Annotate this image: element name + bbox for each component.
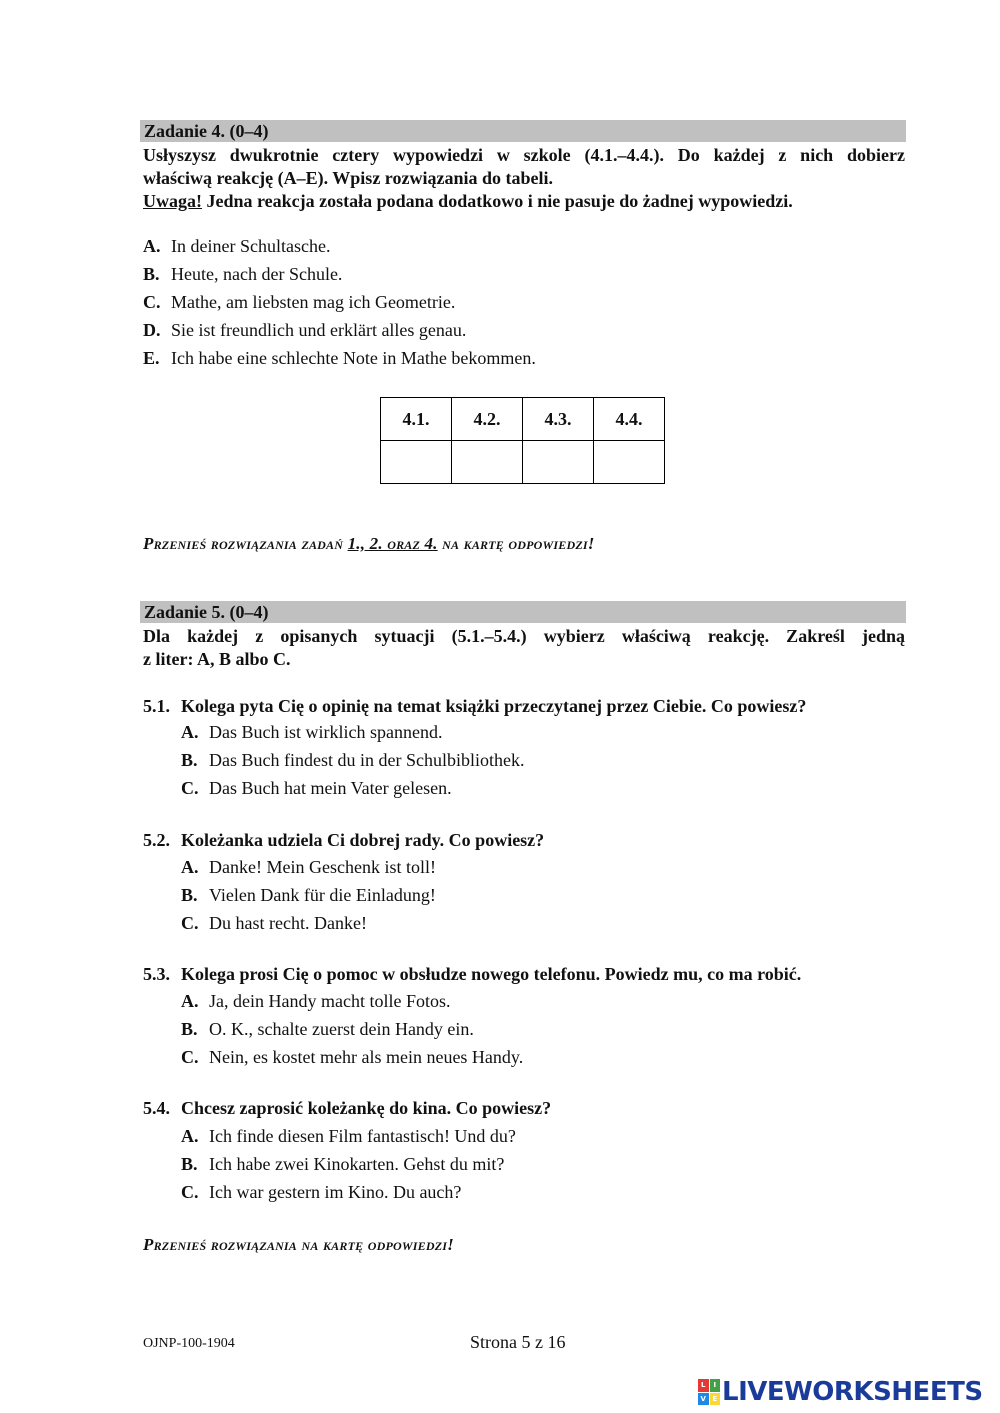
logo-icon-tile: E	[710, 1393, 721, 1406]
question-number: 5.3.	[143, 964, 170, 984]
option-letter: B.	[181, 1154, 198, 1174]
question-5-2-option-b[interactable]	[181, 884, 436, 906]
option-letter: A.	[181, 1126, 199, 1146]
option-text: Das Buch findest du in der Schulbibliothek.	[209, 750, 525, 770]
liveworksheets-logo[interactable]	[698, 1376, 983, 1408]
option-letter: B.	[143, 264, 160, 284]
question-number: 5.4.	[143, 1098, 170, 1118]
answer-header-4-3: 4.3.	[523, 398, 594, 441]
question-5-4	[143, 1097, 551, 1119]
task4-header: Zadanie 4. (0–4)	[140, 120, 906, 142]
note-label: Uwaga!	[143, 191, 202, 211]
logo-icon-tile: L	[698, 1379, 709, 1392]
answer-header-4-4: 4.4.	[594, 398, 665, 441]
task4-option-b	[143, 263, 342, 285]
option-text: Vielen Dank für die Einladung!	[209, 885, 436, 905]
question-5-1-option-a[interactable]	[181, 721, 442, 743]
option-text: Das Buch ist wirklich spannend.	[209, 722, 443, 742]
question-5-3-option-c[interactable]	[181, 1046, 523, 1068]
option-text: Nein, es kostet mehr als mein neues Handy.	[209, 1047, 524, 1067]
task4-option-d	[143, 319, 466, 341]
page-number: Strona 5 z 16	[470, 1332, 566, 1352]
option-text: Danke! Mein Geschenk ist toll!	[209, 857, 436, 877]
option-letter: A.	[143, 236, 161, 256]
option-letter: B.	[181, 750, 198, 770]
option-letter: C.	[181, 913, 199, 933]
task5-instruction-line-1: Dla każdej z opisanych sytuacji (5.1.–5.4.) wybierz właściwą reakcję. Zakreśl jedną	[143, 626, 905, 646]
option-letter: C.	[143, 292, 161, 312]
option-letter: A.	[181, 722, 199, 742]
question-5-4-option-b[interactable]	[181, 1153, 504, 1175]
task4-answer-table	[380, 397, 665, 484]
liveworksheets-logo-icon	[698, 1379, 720, 1405]
option-letter: A.	[181, 991, 199, 1011]
option-text: Du hast recht. Danke!	[209, 913, 367, 933]
question-5-2-option-c[interactable]	[181, 912, 367, 934]
document-code: OJNP-100-1904	[143, 1336, 235, 1351]
option-letter: C.	[181, 1182, 199, 1202]
task4-option-a	[143, 235, 330, 257]
question-text: Koleżanka udziela Ci dobrej rady. Co powiesz?	[181, 830, 545, 850]
question-5-1-option-c[interactable]	[181, 777, 452, 799]
answer-cell-4-2[interactable]	[452, 441, 523, 484]
option-text: Ich habe zwei Kinokarten. Gehst du mit?	[209, 1154, 505, 1174]
option-text: Heute, nach der Schule.	[171, 264, 343, 284]
transfer-tasks: 1., 2. oraz 4.	[347, 534, 438, 553]
option-text: In deiner Schultasche.	[171, 236, 331, 256]
task4-transfer-note	[143, 534, 595, 554]
task5-header: Zadanie 5. (0–4)	[140, 601, 906, 623]
task5-transfer-note: Przenieś rozwiązania na kartę odpowiedzi!	[143, 1235, 454, 1254]
question-5-3-option-b[interactable]	[181, 1018, 474, 1040]
answer-cell-4-3[interactable]	[523, 441, 594, 484]
question-5-3	[143, 963, 801, 985]
question-5-2	[143, 829, 544, 851]
question-5-1-option-b[interactable]	[181, 749, 524, 771]
option-letter: B.	[181, 1019, 198, 1039]
answer-header-4-2: 4.2.	[452, 398, 523, 441]
logo-icon-tile: I	[710, 1379, 721, 1392]
logo-text: LIVEWORKSHEETS	[722, 1377, 983, 1407]
question-5-2-option-a[interactable]	[181, 856, 436, 878]
task5-instruction	[143, 625, 905, 671]
question-5-3-option-a[interactable]	[181, 990, 450, 1012]
option-text: Ich war gestern im Kino. Du auch?	[209, 1182, 462, 1202]
question-text: Kolega prosi Cię o pomoc w obsłudze nowego telefonu. Powiedz mu, co ma robić.	[181, 964, 802, 984]
option-text: Ich habe eine schlechte Note in Mathe bekommen.	[171, 348, 536, 368]
question-number: 5.1.	[143, 696, 170, 716]
option-letter: C.	[181, 1047, 199, 1067]
answer-header-4-1: 4.1.	[381, 398, 452, 441]
answer-cell-4-4[interactable]	[594, 441, 665, 484]
task4-instruction-line-2: właściwą reakcję (A–E). Wpisz rozwiązania do tabeli.	[143, 168, 553, 188]
option-letter: C.	[181, 778, 199, 798]
question-text: Chcesz zaprosić koleżankę do kina. Co powiesz?	[181, 1098, 552, 1118]
task4-option-c	[143, 291, 455, 313]
option-text: O. K., schalte zuerst dein Handy ein.	[209, 1019, 474, 1039]
logo-icon-tile: V	[698, 1393, 709, 1406]
task5-instruction-line-2: z liter: A, B albo C.	[143, 649, 291, 669]
option-text: Mathe, am liebsten mag ich Geometrie.	[171, 292, 456, 312]
option-letter: A.	[181, 857, 199, 877]
question-5-1	[143, 695, 806, 717]
question-number: 5.2.	[143, 830, 170, 850]
question-text: Kolega pyta Cię o opinię na temat książki przeczytanej przez Ciebie. Co powiesz?	[181, 696, 807, 716]
option-letter: B.	[181, 885, 198, 905]
option-text: Das Buch hat mein Vater gelesen.	[209, 778, 452, 798]
task4-note	[143, 190, 905, 213]
task4-instruction-line-1: Usłyszysz dwukrotnie cztery wypowiedzi w szkole (4.1.–4.4.). Do każdej z nich dobierz	[143, 145, 905, 165]
transfer-text-1: Przenieś rozwiązania zadań	[143, 534, 348, 553]
transfer-text-2: na kartę odpowiedzi!	[437, 534, 595, 553]
option-text: Ich finde diesen Film fantastisch! Und du?	[209, 1126, 516, 1146]
note-text: Jedna reakcja została podana dodatkowo i nie pasuje do żadnej wypowiedzi.	[202, 191, 793, 211]
task4-instruction	[143, 144, 905, 213]
option-text: Ja, dein Handy macht tolle Fotos.	[209, 991, 451, 1011]
option-text: Sie ist freundlich und erklärt alles genau.	[171, 320, 467, 340]
question-5-4-option-a[interactable]	[181, 1125, 516, 1147]
task4-option-e	[143, 347, 536, 369]
option-letter: E.	[143, 348, 160, 368]
question-5-4-option-c[interactable]	[181, 1181, 461, 1203]
answer-cell-4-1[interactable]	[381, 441, 452, 484]
option-letter: D.	[143, 320, 161, 340]
